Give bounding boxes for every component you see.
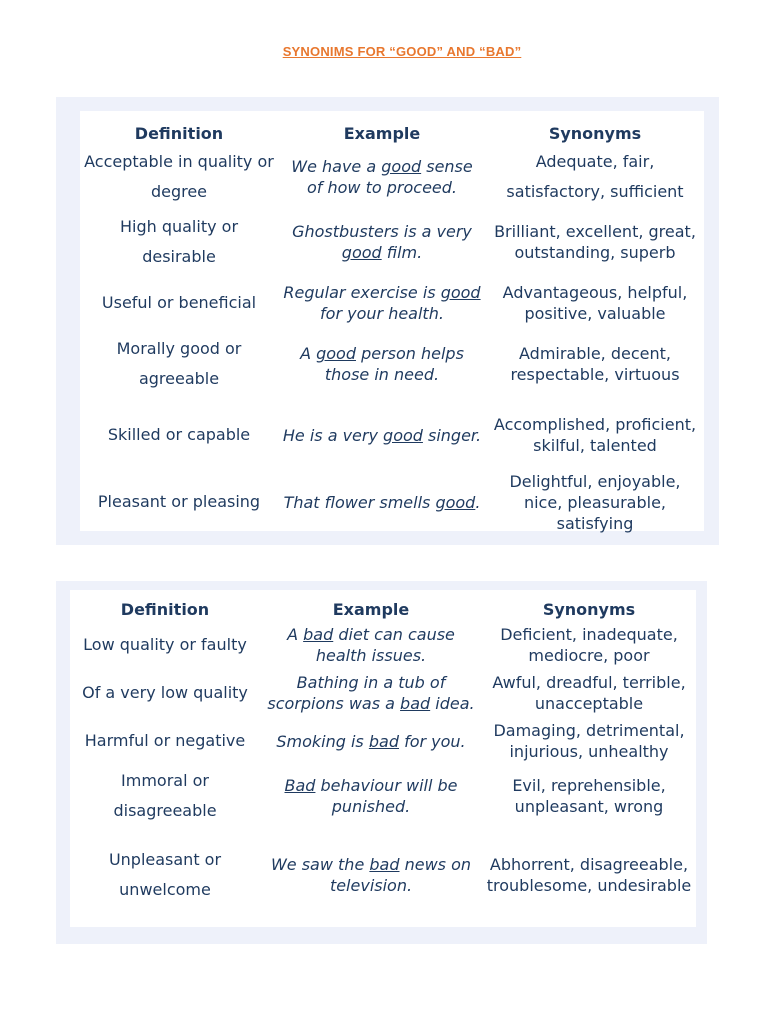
- synonyms-cell: Adequate, fair, satisfactory, sufficient: [506, 152, 684, 201]
- definition-cell: Pleasant or pleasing: [97, 492, 261, 511]
- synonyms-cell: Abhorrent, disagreeable, troublesome, undesirable: [486, 855, 692, 895]
- example-cell: Ghostbusters is a very good film.: [292, 222, 472, 262]
- bad-synonyms-panel: [56, 581, 707, 944]
- synonyms-cell: Brilliant, excellent, great, outstanding, superb: [494, 222, 696, 262]
- synonyms-cell: Accomplished, proficient, skilful, talented: [493, 415, 697, 455]
- definition-cell: Acceptable in quality or degree: [84, 152, 274, 201]
- keyword-underlined: bad: [400, 694, 431, 713]
- page-title: SYNONIMS FOR “GOOD” AND “BAD”: [282, 44, 522, 59]
- synonyms-cell: Delightful, enjoyable, nice, pleasurable, satisfying: [509, 471, 681, 533]
- definition-cell: High quality or desirable: [119, 217, 239, 266]
- keyword-underlined: bad: [368, 731, 399, 751]
- good-synonyms-table: [80, 111, 704, 531]
- keyword-underlined: bad: [303, 625, 334, 644]
- keyword-underlined: good: [381, 157, 422, 176]
- keyword-underlined: good: [383, 425, 423, 445]
- synonyms-cell: Damaging, detrimental, injurious, unhealthy: [493, 721, 685, 761]
- definition-cell: Morally good or agreeable: [116, 339, 242, 388]
- definition-cell: Skilled or capable: [107, 425, 251, 444]
- keyword-underlined: Bad: [284, 776, 316, 795]
- column-header-synonyms: Synonyms: [542, 600, 636, 619]
- example-cell: Bathing in a tub of scorpions was a bad idea.: [267, 673, 475, 713]
- definition-cell: Unpleasant or unwelcome: [108, 850, 222, 899]
- column-header-definition: Definition: [134, 124, 224, 143]
- synonyms-cell: Awful, dreadful, terrible, unacceptable: [492, 673, 686, 713]
- example-cell: A good person helps those in need.: [300, 344, 464, 384]
- example-cell: We have a good sense of how to proceed.: [291, 157, 473, 197]
- synonyms-cell: Admirable, decent, respectable, virtuous: [510, 344, 680, 384]
- definition-cell: Low quality or faulty: [83, 635, 247, 654]
- keyword-underlined: good: [435, 492, 476, 512]
- synonyms-cell: Deficient, inadequate, mediocre, poor: [500, 625, 678, 665]
- example-cell: That flower smells good.: [283, 492, 481, 512]
- example-cell: A bad diet can cause health issues.: [287, 625, 455, 665]
- synonyms-cell: Advantageous, helpful, positive, valuable: [502, 283, 688, 323]
- column-header-definition: Definition: [120, 600, 210, 619]
- synonyms-cell: Evil, reprehensible, unpleasant, wrong: [512, 776, 666, 816]
- example-cell: He is a very good singer.: [282, 425, 482, 445]
- example-cell: We saw the bad news on television.: [270, 855, 472, 895]
- example-cell: Smoking is bad for you.: [276, 731, 466, 751]
- definition-cell: Useful or beneficial: [101, 293, 257, 312]
- column-header-example: Example: [332, 600, 410, 619]
- definition-cell: Of a very low quality: [82, 683, 248, 702]
- column-header-example: Example: [343, 124, 421, 143]
- example-cell: Regular exercise is good for your health.: [283, 283, 481, 323]
- keyword-underlined: good: [341, 243, 382, 262]
- keyword-underlined: bad: [369, 855, 400, 874]
- keyword-underlined: good: [440, 283, 481, 302]
- definition-cell: Harmful or negative: [84, 731, 246, 750]
- definition-cell: Immoral or disagreeable: [113, 771, 217, 820]
- column-header-synonyms: Synonyms: [548, 124, 642, 143]
- example-cell: Bad behaviour will be punished.: [284, 776, 458, 816]
- keyword-underlined: good: [316, 344, 356, 363]
- bad-synonyms-table: [70, 590, 696, 927]
- good-synonyms-panel: [56, 97, 719, 545]
